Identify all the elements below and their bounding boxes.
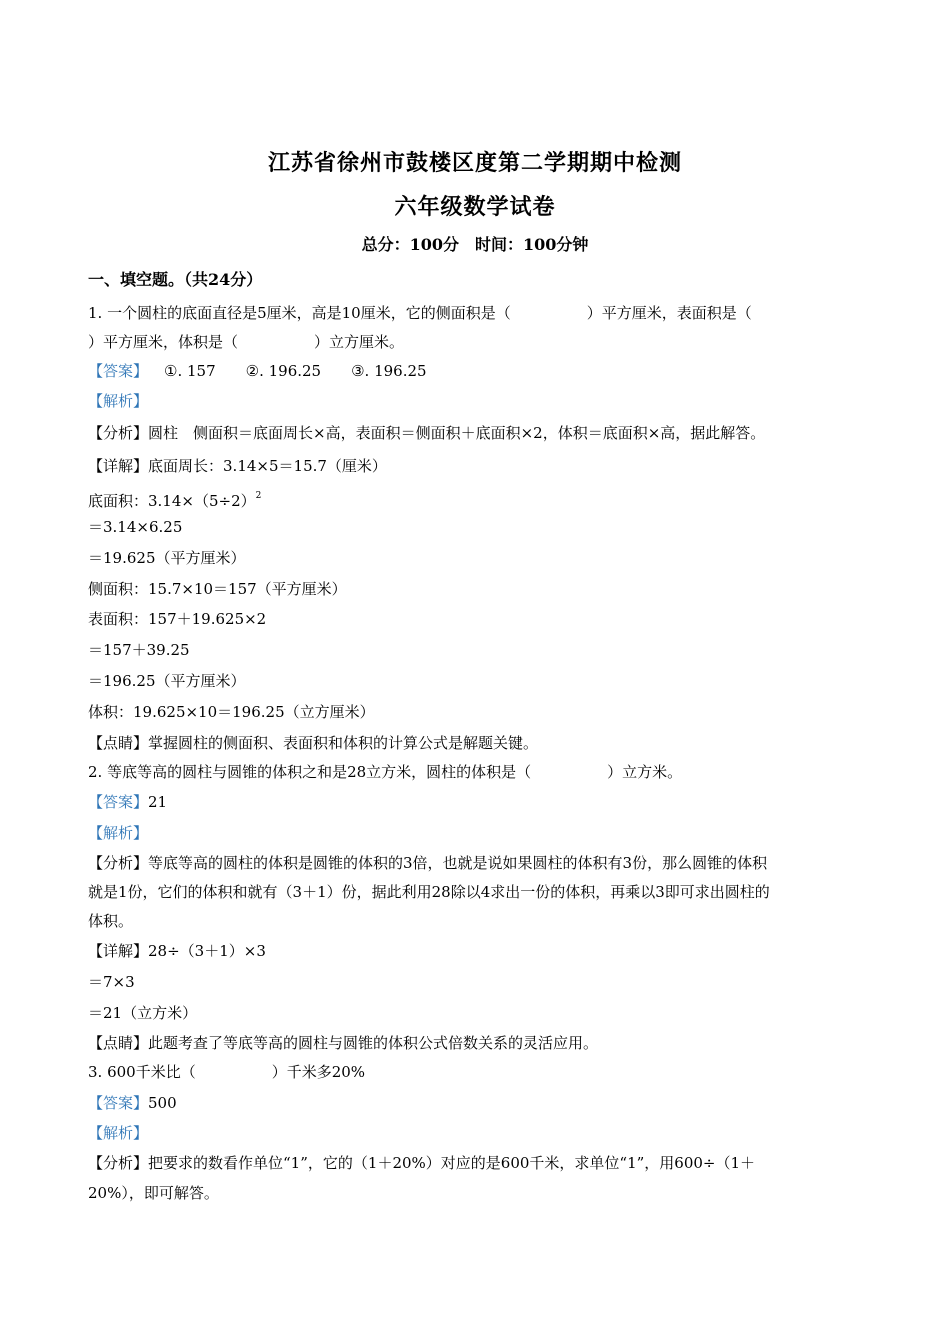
q1-step: ＝157＋39.25 bbox=[88, 641, 190, 659]
q2-step: ＝21（立方米） bbox=[88, 1004, 198, 1022]
q1-fenxi: 【分析】圆柱 侧面积＝底面周长×高，表面积＝侧面积＋底面积×2，体积＝底面积×高，据此解答。 bbox=[88, 424, 766, 442]
exam-subtitle: 六年级数学试卷 bbox=[394, 194, 556, 220]
q1-dianjing: 【点睛】掌握圆柱的侧面积、表面积和体积的计算公式是解题关键。 bbox=[88, 734, 539, 752]
answer-tag: 【答案】 bbox=[88, 793, 149, 811]
answer-tag: 【答案】 bbox=[88, 362, 149, 380]
q2-xiangjie: 【详解】28÷（3＋1）×3 bbox=[88, 942, 266, 960]
q2-dianjing: 【点睛】此题考查了等底等高的圆柱与圆锥的体积公式倍数关系的灵活应用。 bbox=[88, 1034, 599, 1052]
exam-meta: 总分：100分 时间：100分钟 bbox=[361, 235, 589, 254]
q3-stem: 3. 600千米比（ ）千米多20% bbox=[88, 1063, 366, 1081]
q1-step: 体积：19.625×10＝196.25（立方厘米） bbox=[88, 703, 375, 721]
q2-answer: 【答案】21 bbox=[88, 793, 168, 811]
jiexi-tag: 【解析】 bbox=[88, 824, 149, 842]
q1-jiexi bbox=[88, 390, 148, 412]
q3-fenxi-line2: 20%），即可解答。 bbox=[88, 1184, 219, 1202]
exam-title: 江苏省徐州市鼓楼区度第二学期期中检测 bbox=[267, 150, 682, 176]
q1-stem-line2: ）平方厘米，体积是（ ）立方厘米。 bbox=[88, 333, 405, 351]
q2-fenxi-line3: 体积。 bbox=[88, 912, 134, 930]
q3-jiexi bbox=[88, 1122, 148, 1144]
q1-answer: 【答案】 ①. 157 ②. 196.25 ③. 196.25 bbox=[88, 362, 427, 380]
q1-step: ＝3.14×6.25 bbox=[88, 518, 183, 536]
q2-fenxi-line1: 【分析】等底等高的圆柱的体积是圆锥的体积的3倍，也就是说如果圆柱的体积有3份，那么圆锥的体积 bbox=[88, 854, 768, 872]
q3-answer: 【答案】500 bbox=[88, 1094, 177, 1112]
q2-fenxi-line2: 就是1份，它们的体积和就有（3＋1）份，据此利用28除以4求出一份的体积，再乘以3即可求出圆柱的 bbox=[88, 883, 770, 901]
answer-tag: 【答案】 bbox=[88, 1094, 149, 1112]
q2-step: ＝7×3 bbox=[88, 973, 135, 991]
q1-step: ＝196.25（平方厘米） bbox=[88, 672, 246, 690]
q1-stem-line1: 1. 一个圆柱的底面直径是5厘米，高是10厘米，它的侧面积是（ ）平方厘米，表面积是（ bbox=[88, 304, 752, 322]
jiexi-tag: 【解析】 bbox=[88, 1124, 149, 1142]
q1-xiangjie: 【详解】底面周长：3.14×5＝15.7（厘米） bbox=[88, 457, 387, 475]
q1-step: 侧面积：15.7×10＝157（平方厘米） bbox=[88, 580, 347, 598]
q3-fenxi-line1: 【分析】把要求的数看作单位“1”，它的（1＋20%）对应的是600千米，求单位“1”，用600÷（1＋ bbox=[88, 1154, 756, 1172]
q1-step: ＝19.625（平方厘米） bbox=[88, 549, 246, 567]
q2-stem: 2. 等底等高的圆柱与圆锥的体积之和是28立方米，圆柱的体积是（ ）立方米。 bbox=[88, 763, 683, 781]
section-heading: 一、填空题。（共24分） bbox=[88, 270, 263, 289]
q2-jiexi bbox=[88, 822, 148, 844]
q1-step: 底面积：$3.14\times(5\div 2)^2$ bbox=[88, 491, 262, 510]
q1-step: 表面积：157＋19.625×2 bbox=[88, 610, 267, 628]
jiexi-tag: 【解析】 bbox=[88, 392, 149, 410]
